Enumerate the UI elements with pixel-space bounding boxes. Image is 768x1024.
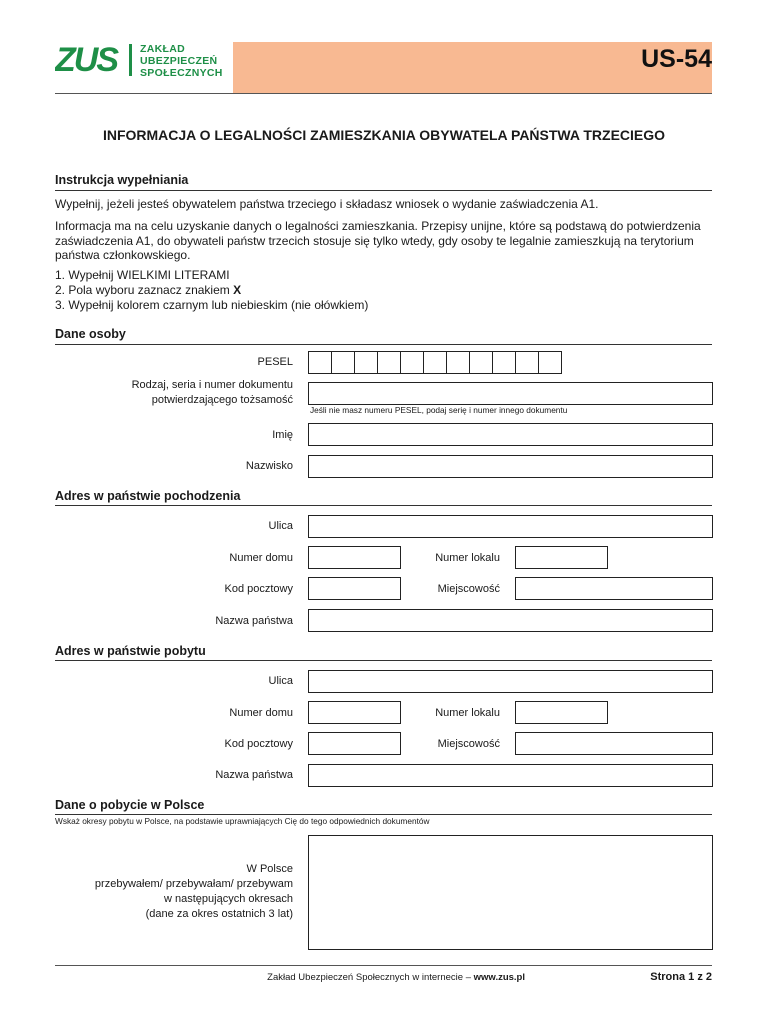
origin-postal-code-label: Kod pocztowy	[224, 583, 293, 595]
stay-house-number-input[interactable]	[308, 701, 401, 724]
first-name-label: Imię	[272, 429, 293, 441]
stay-city-input[interactable]	[515, 732, 713, 755]
instructions-list	[55, 268, 368, 313]
stay-country-input[interactable]	[308, 764, 713, 787]
form-code: US-54	[641, 45, 712, 73]
identity-document-input[interactable]	[308, 382, 713, 405]
poland-stay-heading: Dane o pobycie w Polsce	[55, 798, 205, 812]
zus-logo-text: ZUS	[55, 41, 117, 76]
list-item: 3. Wypełnij kolorem czarnym lub niebieskim (nie ołówkiem)	[55, 298, 369, 312]
footer-url: www.zus.pl	[473, 972, 525, 983]
origin-city-label: Miejscowość	[437, 583, 500, 595]
stay-country-label: Nazwa państwa	[215, 769, 293, 781]
stay-house-number-label: Numer domu	[229, 707, 293, 719]
origin-house-number-label: Numer domu	[229, 552, 293, 564]
page-title: INFORMACJA O LEGALNOŚCI ZAMIESZKANIA OBYWATELA PAŃSTWA TRZECIEGO	[102, 127, 666, 143]
last-name-input[interactable]	[308, 455, 713, 478]
origin-country-input[interactable]	[308, 609, 713, 632]
pesel-digit-cell[interactable]	[516, 352, 539, 373]
stay-flat-number-input[interactable]	[515, 701, 608, 724]
pesel-digit-cell[interactable]	[447, 352, 470, 373]
section-divider	[55, 344, 712, 345]
page-number: Strona 1 z 2	[650, 971, 712, 983]
origin-address-heading: Adres w państwie pochodzenia	[55, 489, 241, 503]
pesel-digit-cell[interactable]	[332, 352, 355, 373]
mark-symbol: X	[233, 283, 242, 297]
stay-postal-code-input[interactable]	[308, 732, 401, 755]
section-divider	[55, 660, 712, 661]
pesel-digit-cell[interactable]	[493, 352, 516, 373]
poland-stay-note: Wskaż okresy pobytu w Polsce, na podstawie uprawniających Cię do tego odpowiednich dokumentów	[55, 816, 430, 826]
section-divider	[55, 190, 712, 191]
list-item: 2. Pola wyboru zaznacz znakiem X	[55, 283, 242, 297]
stay-address-heading: Adres w państwie pobytu	[55, 644, 206, 658]
pesel-digit-cell[interactable]	[401, 352, 424, 373]
pesel-label: PESEL	[257, 356, 293, 368]
footer-divider	[55, 965, 712, 966]
origin-house-number-input[interactable]	[308, 546, 401, 569]
origin-country-label: Nazwa państwa	[215, 615, 293, 627]
pesel-digit-cell[interactable]	[355, 352, 378, 373]
stay-street-label: Ulica	[268, 675, 293, 687]
instructions-paragraph-2: Informacja ma na celu uzyskanie danych o legalności zamieszkania. Przepisy unijne, które są podstawą do potwierdzenia zaświadczenia A1, do obywateli państw trzecich stosuje się tylko wtedy, gdy osoby te legalnie zamieszkują na terytorium państwa członkowskiego.	[55, 219, 701, 262]
pesel-digit-cell[interactable]	[470, 352, 493, 373]
header-divider	[55, 93, 712, 94]
origin-city-input[interactable]	[515, 577, 713, 600]
pesel-digit-cell[interactable]	[378, 352, 401, 373]
section-divider	[55, 814, 712, 815]
origin-street-label: Ulica	[268, 520, 293, 532]
pesel-digit-cell[interactable]	[539, 352, 561, 373]
footer-text: Zakład Ubezpieczeń Społecznych w internecie – www.zus.pl	[267, 972, 525, 983]
pesel-digit-cell[interactable]	[309, 352, 332, 373]
origin-street-input[interactable]	[308, 515, 713, 538]
poland-stay-periods-textarea[interactable]	[308, 835, 713, 950]
first-name-input[interactable]	[308, 423, 713, 446]
pesel-input[interactable]	[308, 351, 562, 374]
stay-flat-number-label: Numer lokalu	[435, 707, 500, 719]
poland-stay-label: W Polsce przebywałem/ przebywałam/ przebywam w następujących okresach (dane za okres ostatnich 3 lat)	[94, 863, 293, 920]
origin-postal-code-input[interactable]	[308, 577, 401, 600]
identity-document-note: Jeśli nie masz numeru PESEL, podaj serię i numer innego dokumentu	[310, 405, 568, 415]
pesel-digit-cell[interactable]	[424, 352, 447, 373]
stay-postal-code-label: Kod pocztowy	[224, 738, 293, 750]
origin-flat-number-label: Numer lokalu	[435, 552, 500, 564]
stay-street-input[interactable]	[308, 670, 713, 693]
section-divider	[55, 505, 712, 506]
instructions-heading: Instrukcja wypełniania	[55, 173, 189, 187]
origin-flat-number-input[interactable]	[515, 546, 608, 569]
person-heading: Dane osoby	[55, 327, 126, 341]
stay-city-label: Miejscowość	[437, 738, 500, 750]
last-name-label: Nazwisko	[245, 460, 293, 472]
logo-institution-name: ZAKŁAD UBEZPIECZEŃ SPOŁECZNYCH	[140, 43, 223, 79]
instructions-paragraph-1: Wypełnij, jeżeli jesteś obywatelem państwa trzeciego i składasz wniosek o wydanie zaświadczenia A1.	[55, 197, 599, 211]
zus-logo	[55, 40, 121, 76]
list-item: 1. Wypełnij WIELKIMI LITERAMI	[55, 268, 230, 282]
identity-document-label: Rodzaj, seria i numer dokumentu potwierdzającego tożsamość	[131, 379, 293, 406]
logo-divider	[129, 44, 132, 76]
